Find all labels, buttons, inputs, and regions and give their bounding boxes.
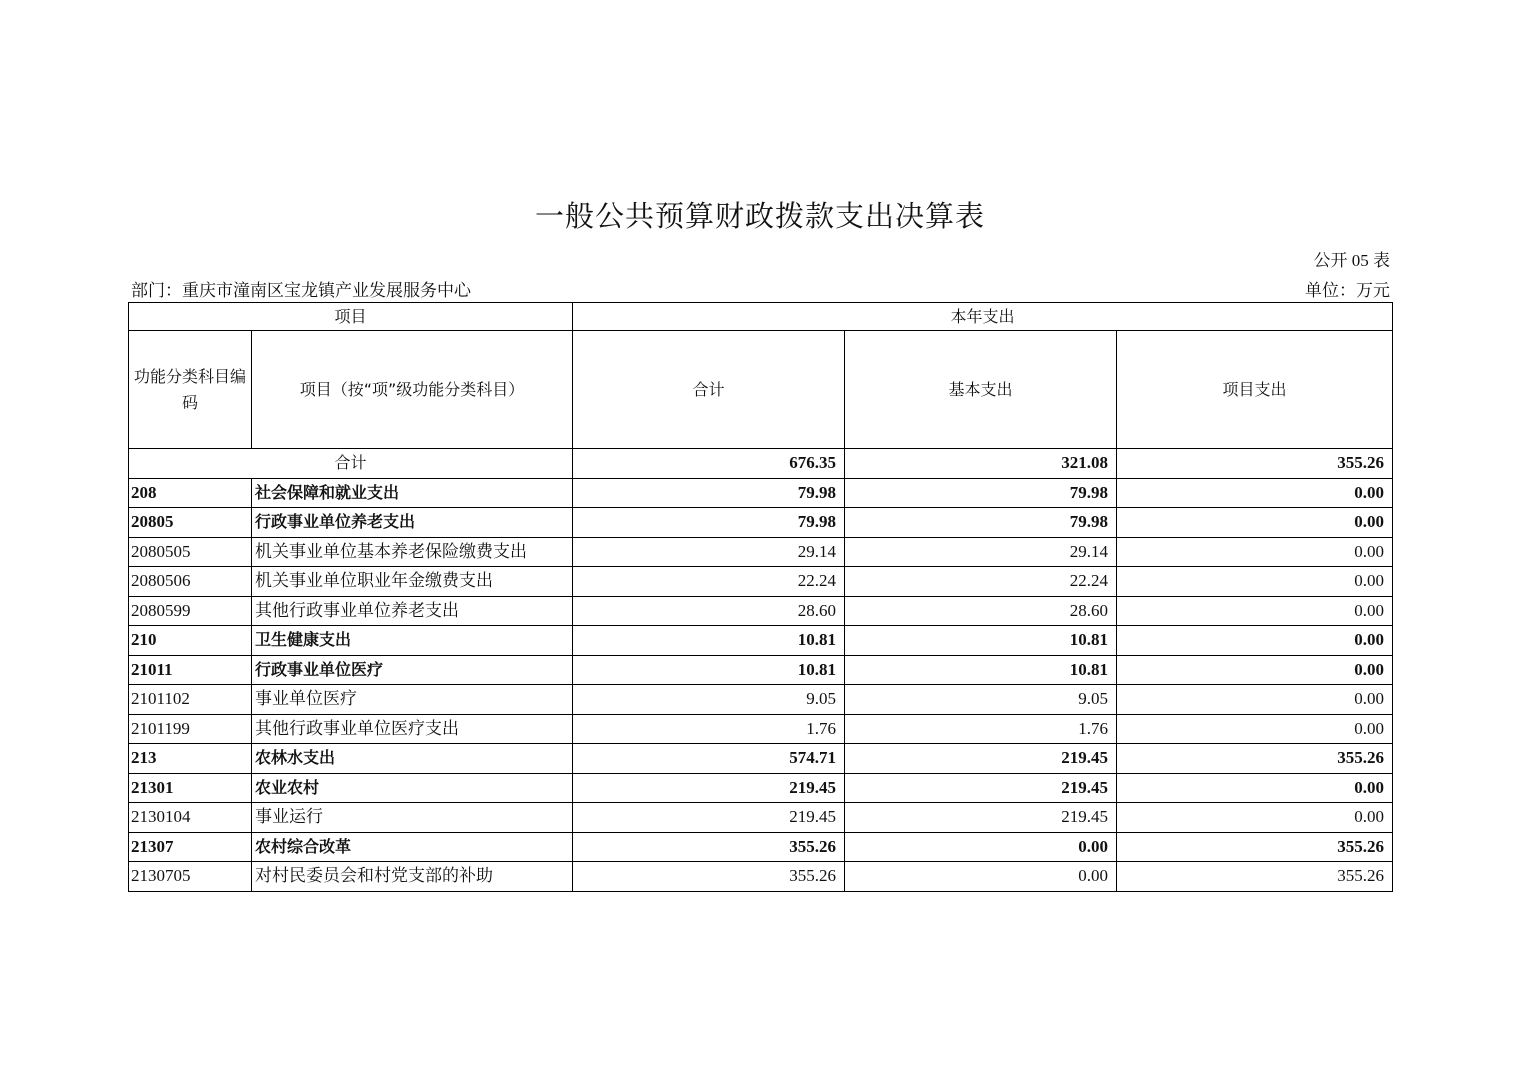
header-total: 合计 (573, 331, 845, 449)
row-project: 355.26 (1117, 832, 1393, 862)
unit-label: 单位：万元 (1305, 281, 1390, 300)
row-project: 0.00 (1117, 596, 1393, 626)
row-code: 213 (129, 744, 252, 774)
row-code: 21301 (129, 773, 252, 803)
row-basic: 219.45 (845, 803, 1117, 833)
header-row-1 (129, 303, 1393, 331)
header-code: 功能分类科目编码 (129, 331, 252, 449)
table-row (129, 655, 1393, 685)
row-project: 0.00 (1117, 626, 1393, 656)
row-total: 355.26 (573, 832, 845, 862)
row-name: 机关事业单位职业年金缴费支出 (252, 567, 573, 597)
table-row (129, 773, 1393, 803)
row-basic: 9.05 (845, 685, 1117, 715)
row-name: 事业单位医疗 (252, 685, 573, 715)
row-code: 208 (129, 478, 252, 508)
row-name: 机关事业单位基本养老保险缴费支出 (252, 537, 573, 567)
expenditure-table (128, 302, 1393, 892)
row-basic: 219.45 (845, 744, 1117, 774)
row-code: 210 (129, 626, 252, 656)
row-total: 574.71 (573, 744, 845, 774)
row-basic: 10.81 (845, 626, 1117, 656)
total-project: 355.26 (1117, 449, 1393, 479)
row-project: 355.26 (1117, 862, 1393, 892)
table-row (129, 744, 1393, 774)
row-basic: 219.45 (845, 773, 1117, 803)
row-code: 2130104 (129, 803, 252, 833)
row-code: 21307 (129, 832, 252, 862)
table-row (129, 862, 1393, 892)
row-name: 事业运行 (252, 803, 573, 833)
row-total: 29.14 (573, 537, 845, 567)
row-project: 0.00 (1117, 567, 1393, 597)
row-code: 2080599 (129, 596, 252, 626)
row-total: 219.45 (573, 803, 845, 833)
row-project: 0.00 (1117, 685, 1393, 715)
row-project: 0.00 (1117, 714, 1393, 744)
row-total: 79.98 (573, 478, 845, 508)
table-row (129, 508, 1393, 538)
row-name: 社会保障和就业支出 (252, 478, 573, 508)
header-item: 项目 (129, 303, 573, 331)
row-project: 0.00 (1117, 655, 1393, 685)
table-row (129, 832, 1393, 862)
total-basic: 321.08 (845, 449, 1117, 479)
row-total: 28.60 (573, 596, 845, 626)
row-total: 22.24 (573, 567, 845, 597)
row-code: 2101102 (129, 685, 252, 715)
row-project: 0.00 (1117, 537, 1393, 567)
department-label: 部门：重庆市潼南区宝龙镇产业发展服务中心 (131, 281, 471, 300)
table-row (129, 685, 1393, 715)
row-basic: 0.00 (845, 832, 1117, 862)
header-this-year: 本年支出 (573, 303, 1393, 331)
row-code: 2080506 (129, 567, 252, 597)
row-basic: 10.81 (845, 655, 1117, 685)
row-total: 10.81 (573, 626, 845, 656)
row-name: 行政事业单位养老支出 (252, 508, 573, 538)
row-name: 对村民委员会和村党支部的补助 (252, 862, 573, 892)
row-code: 20805 (129, 508, 252, 538)
header-basic: 基本支出 (845, 331, 1117, 449)
table-row (129, 714, 1393, 744)
row-basic: 0.00 (845, 862, 1117, 892)
row-code: 2130705 (129, 862, 252, 892)
table-row (129, 567, 1393, 597)
row-total: 10.81 (573, 655, 845, 685)
total-label: 合计 (129, 449, 573, 479)
row-project: 0.00 (1117, 478, 1393, 508)
row-basic: 79.98 (845, 508, 1117, 538)
row-project: 0.00 (1117, 803, 1393, 833)
header-row-2 (129, 331, 1393, 449)
row-project: 0.00 (1117, 508, 1393, 538)
total-row (129, 449, 1393, 479)
row-code: 2101199 (129, 714, 252, 744)
form-number: 公开 05 表 (1313, 251, 1390, 270)
row-basic: 22.24 (845, 567, 1117, 597)
page-title: 一般公共预算财政拨款支出决算表 (534, 201, 985, 233)
row-total: 1.76 (573, 714, 845, 744)
table-row (129, 478, 1393, 508)
row-total: 219.45 (573, 773, 845, 803)
header-project: 项目支出 (1117, 331, 1393, 449)
row-total: 79.98 (573, 508, 845, 538)
table-row (129, 596, 1393, 626)
row-name: 农业农村 (252, 773, 573, 803)
row-total: 9.05 (573, 685, 845, 715)
row-basic: 1.76 (845, 714, 1117, 744)
row-name: 其他行政事业单位养老支出 (252, 596, 573, 626)
row-name: 农村综合改革 (252, 832, 573, 862)
row-basic: 79.98 (845, 478, 1117, 508)
row-total: 355.26 (573, 862, 845, 892)
row-name: 其他行政事业单位医疗支出 (252, 714, 573, 744)
row-name: 行政事业单位医疗 (252, 655, 573, 685)
row-name: 卫生健康支出 (252, 626, 573, 656)
table-row (129, 803, 1393, 833)
total-amount: 676.35 (573, 449, 845, 479)
row-project: 0.00 (1117, 773, 1393, 803)
header-name: 项目（按“项”级功能分类科目） (252, 331, 573, 449)
table-row (129, 537, 1393, 567)
row-code: 21011 (129, 655, 252, 685)
row-name: 农林水支出 (252, 744, 573, 774)
row-basic: 29.14 (845, 537, 1117, 567)
row-project: 355.26 (1117, 744, 1393, 774)
table-row (129, 626, 1393, 656)
row-basic: 28.60 (845, 596, 1117, 626)
row-code: 2080505 (129, 537, 252, 567)
